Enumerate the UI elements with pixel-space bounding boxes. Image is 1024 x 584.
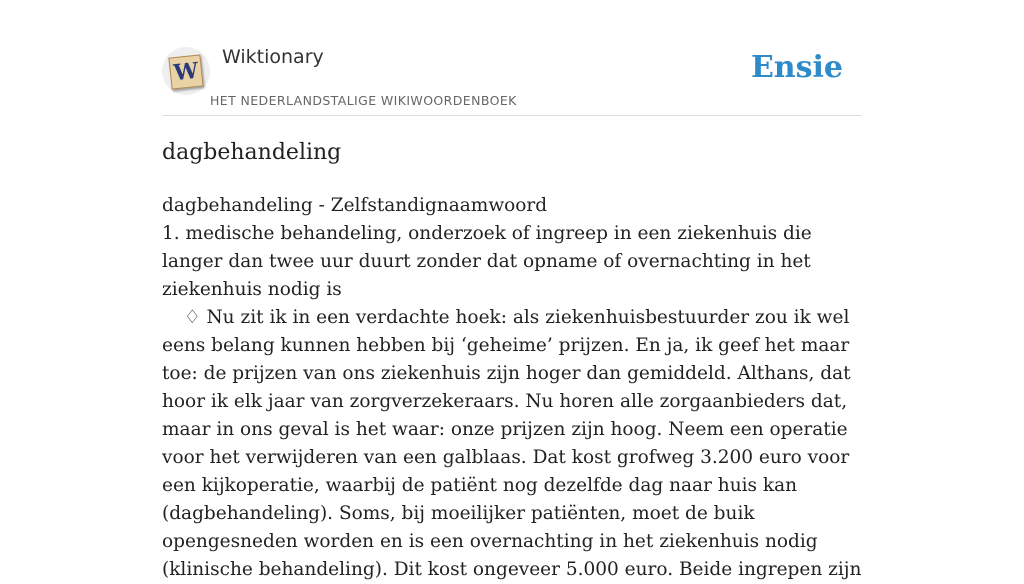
example-marker-icon: ♢ (184, 307, 201, 328)
site-subtitle: HET NEDERLANDSTALIGE WIKIWOORDENBOEK (210, 93, 517, 108)
example-text: Nu zit ik in een verdachte hoek: als ziekenhuisbestuurder zou ik wel eens belang kunnen hebben bij ‘geheime’ prijzen. En ja, ik geef het maar toe: de prijzen van ons ziekenhuis zijn hoger dan gemiddeld. Althans, dat hoor ik elk jaar van zorgverzekeraars. Nu horen alle zorgaanbieders dat, maar in ons geval is het waar: onze prijzen zijn hoog. Neem een operatie voor het verwijderen van een galblaas. Dat kost grofweg 3.200 euro voor een kijkoperatie, waarbij de patiënt nog dezelfde dag naar huis kan (dagbehandeling). Soms, bij moeilijker patiënten, moet de buik opengesneden worden en is een overnachting in het ziekenhuis nodig (klinische behandeling). Dit kost ongeveer 5.000 euro. Beide ingrepen zijn (162, 307, 862, 580)
word-type-line: dagbehandeling - Zelfstandignaamwoord (162, 195, 548, 216)
site-name[interactable]: Wiktionary (222, 46, 324, 68)
example-paragraph (162, 304, 874, 584)
entry-content (162, 192, 874, 584)
ensie-brand-link[interactable]: Ensie (750, 50, 843, 85)
page-title: dagbehandeling (162, 140, 342, 165)
w-tile-icon: W (168, 54, 203, 89)
header-divider (162, 115, 862, 116)
wiktionary-logo[interactable] (162, 47, 210, 95)
definition: 1. medische behandeling, onderzoek of ingreep in een ziekenhuis die langer dan twee uur duurt zonder dat opname of overnachting in het ziekenhuis nodig is (162, 223, 812, 300)
